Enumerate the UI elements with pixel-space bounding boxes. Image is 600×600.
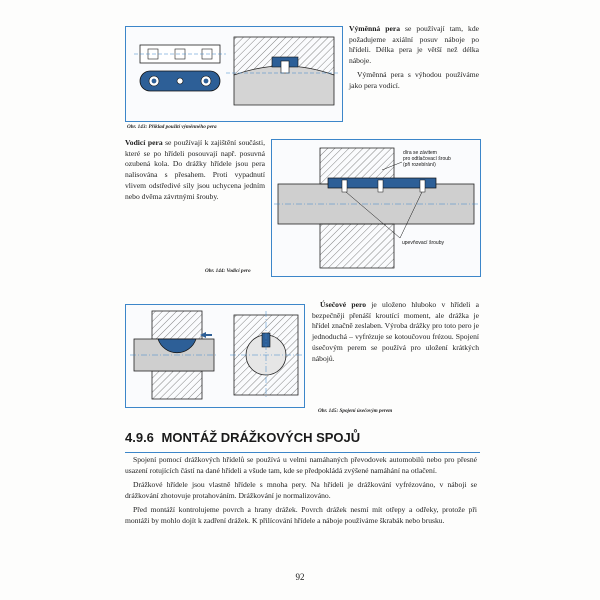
figure-145-drawing	[126, 305, 304, 407]
paragraph-usecove-text: je uloženo hluboko v hřídeli a bezpečněji přenáší kroutící moment, ale drážka je hřídel značně zeslaben. Výroba drážky pro toto pero je jednoduchá – vyfrézuje se kotoučovou frézou. Spojení úsečovým perem se používá pro uložení krátkých nábojů.	[312, 300, 479, 363]
section-title: MONTÁŽ DRÁŽKOVÝCH SPOJŮ	[161, 430, 361, 445]
paragraph-vymenna-pera	[349, 24, 479, 94]
label-fixing-screws: upevňovací šrouby	[402, 240, 444, 246]
figure-143-frame	[125, 26, 343, 122]
paragraph-vodici-pera	[125, 138, 265, 205]
term-vymenna-pera: Výměnná pera	[349, 24, 401, 33]
figure-145-frame	[125, 304, 305, 408]
figure-145-caption: Obr. 145: Spojení úsečovým perem	[318, 408, 393, 414]
paragraph-vymenna-text: se používají tam, kde požadujeme axiální posuv náboje po hřídeli. Délka pera je větší než délka náboje.	[349, 24, 479, 66]
paragraph-vymenna-text-2: Výměnná pera s výhodou používáme jako pera vodicí.	[349, 69, 479, 90]
figure-144-drawing	[272, 140, 480, 276]
section-rule	[125, 452, 480, 453]
body-paragraph-2: Drážkové hřídele jsou vlastně hřídele s mnoha pery. Na hřídeli je drážkování vyfrézováno, v náboji se drážkování zhotovuje protahováním. Drážkování je normalizováno.	[125, 480, 477, 500]
section-heading	[125, 430, 480, 449]
label-thread-hole-3: (při rozebírání)	[403, 162, 436, 168]
label-thread-hole-1: díra se závitem	[403, 150, 437, 156]
body-paragraph-3: Před montáží kontrolujeme povrch a hrany drážek. Povrch drážek nesmí mít otřepy a odřeky, protože při montáži by mohlo dojít k zadření drážek. K přilícování hřídele a náboje používáme škrabák nebo brusku.	[125, 505, 477, 525]
term-usecove-pero: Úsečové pero	[320, 300, 367, 309]
term-vodici-pera: Vodicí pera	[125, 138, 163, 147]
paragraph-usecove-pero	[312, 300, 479, 367]
figure-143-caption: Obr. 143: Příklad použití výměnného pera	[127, 124, 217, 130]
page-number: 92	[295, 572, 305, 582]
paragraph-vodici-text: se používají k zajištění součásti, které se po hřídeli posouvají např. posuvná ozubená kola. Do drážky hřídele jsou pera nalisována s přesahem. Proti vypadnutí vlivem odstředivé síly jsou uchycena jedním nebo dvěma závrtnými šrouby.	[125, 138, 265, 201]
section-body	[125, 455, 477, 530]
figure-144-frame	[271, 139, 481, 277]
section-number: 4.9.6	[125, 430, 154, 445]
figure-143-drawing	[126, 27, 342, 121]
label-thread-hole-2: pro odtlačovací šroub	[403, 156, 451, 162]
body-paragraph-1: Spojení pomocí drážkových hřídelů se používá u velmi namáhaných převodovek automobilů nebo pro přesné usazení rotujících částí na dané hřídeli a všude tam, kde se předpokládá zvýšené namáhání na otlačení.	[125, 455, 477, 475]
figure-144-caption: Obr. 144: Vodicí pero	[205, 268, 251, 274]
